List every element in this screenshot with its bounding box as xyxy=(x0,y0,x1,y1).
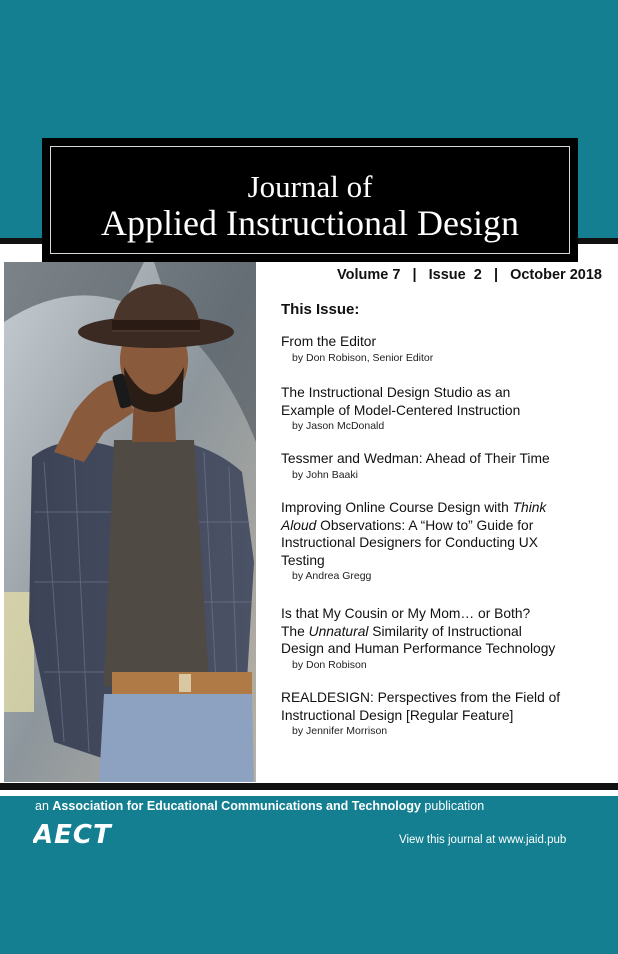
journal-title-line1: Journal of xyxy=(247,169,373,204)
divider-band-bottom xyxy=(0,783,618,790)
footer-background xyxy=(0,796,618,954)
toc-article[interactable] xyxy=(281,689,581,738)
aect-logo-icon xyxy=(33,821,165,847)
article-title: REALDESIGN: Perspectives from the Field of xyxy=(281,690,561,705)
toc-article[interactable] xyxy=(281,450,581,482)
issue-separator: | xyxy=(493,267,498,283)
issue-separator: | xyxy=(412,267,417,283)
toc-article[interactable] xyxy=(281,384,581,433)
journal-title-box xyxy=(42,138,578,262)
article-title: Tessmer and Wedman: Ahead of Their Time xyxy=(281,451,550,466)
publisher-name: Association for Educational Communications and Technology xyxy=(52,799,421,813)
article-title: Is that My Cousin or My Mom… or Both? xyxy=(281,606,531,621)
aect-logo-text: AECT xyxy=(33,821,112,847)
article-title: Instructional Designers for Conducting UX xyxy=(281,535,538,550)
article-title: The Unnatural Similarity of Instructional xyxy=(281,623,522,639)
toc-article[interactable] xyxy=(281,499,581,583)
article-author: by John Baaki xyxy=(292,468,358,481)
toc-article[interactable] xyxy=(281,333,581,365)
article-title: Example of Model-Centered Instruction xyxy=(281,402,521,418)
issue-date: October 2018 xyxy=(510,267,602,283)
article-title: The Instructional Design Studio as an xyxy=(281,385,511,400)
article-author: by Andrea Gregg xyxy=(292,570,372,582)
journal-title-line2: Applied Instructional Design xyxy=(101,203,519,243)
cover-photo-illustration xyxy=(4,262,256,782)
article-title: Aloud Observations: A “How to” Guide for xyxy=(281,517,534,533)
toc-heading: This Issue: xyxy=(281,301,360,318)
article-title: Design and Human Performance Technology xyxy=(281,641,556,656)
cover-photo xyxy=(4,262,256,782)
article-title: From the Editor xyxy=(281,334,377,349)
article-author: by Don Robison, Senior Editor xyxy=(292,351,434,364)
article-author: by Don Robison xyxy=(292,658,367,671)
article-title: Improving Online Course Design with Think xyxy=(281,500,547,515)
issue-volume: Volume 7 xyxy=(337,267,401,283)
aect-logo[interactable] xyxy=(33,821,165,852)
article-author: by Jennifer Morrison xyxy=(292,725,388,737)
journal-url[interactable]: View this journal at www.jaid.pub xyxy=(399,834,567,846)
article-title: Testing xyxy=(281,552,325,568)
publisher-line: an Association for Educational Communications and Technology publication xyxy=(35,799,485,813)
issue-number: Issue 2 xyxy=(428,267,482,283)
article-title: Instructional Design [Regular Feature] xyxy=(281,707,514,723)
article-author: by Jason McDonald xyxy=(292,420,385,432)
toc-article[interactable] xyxy=(281,605,581,672)
issue-info xyxy=(337,267,602,283)
title-frame xyxy=(50,146,570,254)
